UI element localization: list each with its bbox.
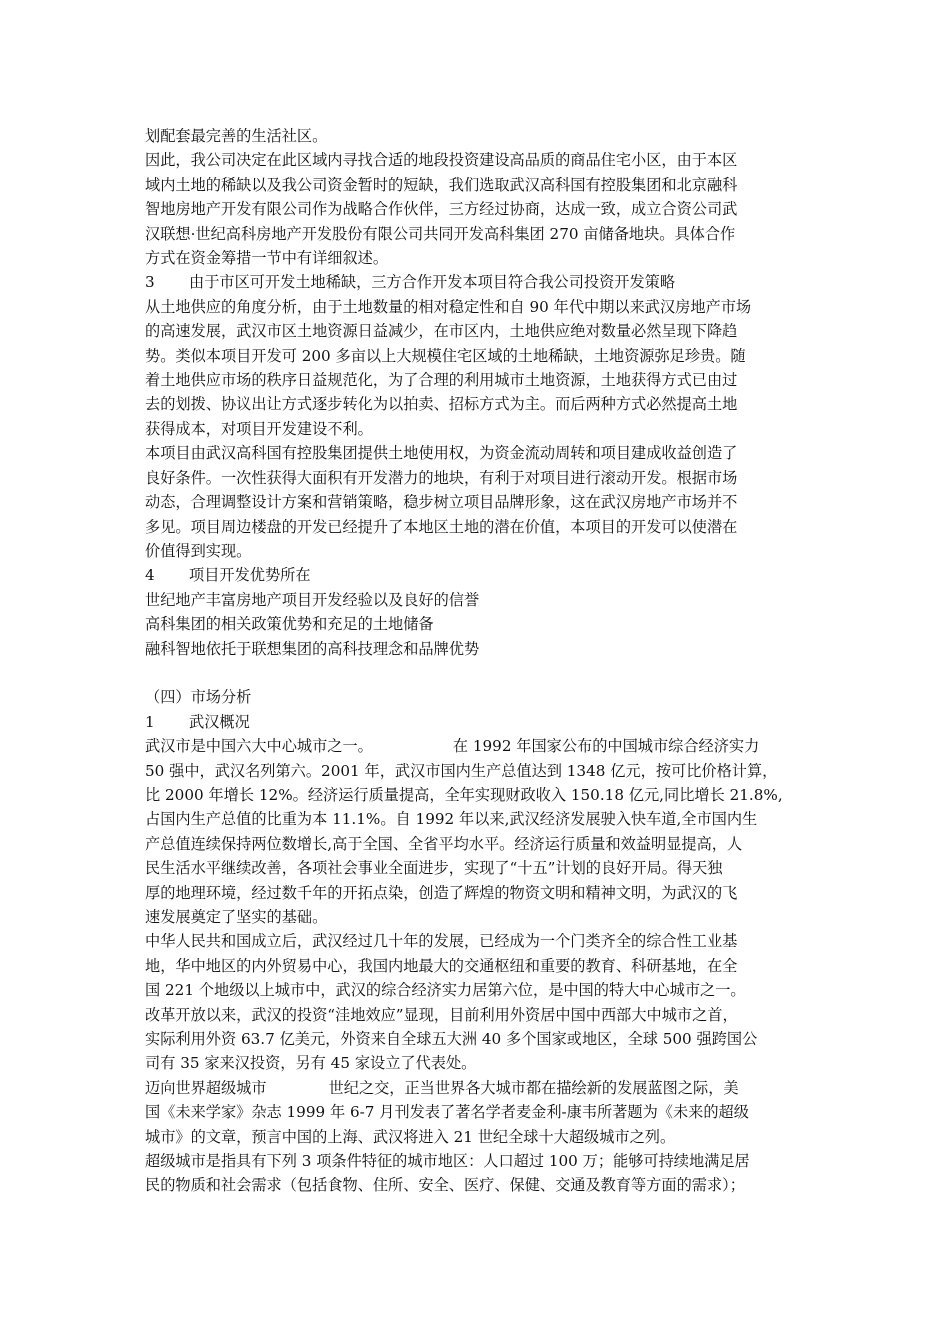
list-item: 世纪地产丰富房地产项目开发经验以及良好的信誉 (145, 590, 480, 609)
text-line: 产总值连续保持两位数增长,高于全国、全省平均水平。经济运行质量和效益明显提高，人 (145, 834, 743, 853)
text-line: 智地房地产开发有限公司作为战略合作伙伴，三方经过协商，达成一致，成立合资公司武 (145, 200, 738, 219)
section-number: 1 (145, 712, 155, 731)
text-line: 着土地供应市场的秩序日益规范化，为了合理的利用城市土地资源，土地获得方式已由过 (145, 371, 738, 390)
text-line: 50 强中，武汉名列第六。2001 年，武汉市国内生产总值达到 1348 亿元，按可比价格计算， (145, 761, 778, 780)
text-line: 占国内生产总值的比重为本 11.1%。自 1992 年以来,武汉经济发展驶入快车道,全市国内生 (145, 810, 758, 829)
text-line: 势。类似本项目开发可 200 多亩以上大规模住宅区域的土地稀缺，土地资源弥足珍贵。随 (145, 346, 746, 365)
list-item: 融科智地依托于联想集团的高科技理念和品牌优势 (145, 639, 480, 658)
section-heading-1 (145, 710, 813, 734)
text-line: 本项目由武汉高科国有控股集团提供土地使用权，为资金流动周转和项目建成收益创造了 (145, 444, 738, 463)
blank-line (145, 661, 813, 685)
text-line: 汉联想·世纪高科房地产开发股份有限公司共同开发高科集团 270 亩储备地块。具体合作 (145, 224, 736, 243)
text-line: 实际利用外资 63.7 亿美元，外资来自全球五大洲 40 多个国家或地区，全球 500 强跨国公 (145, 1030, 758, 1049)
text-segment: 武汉市是中国六大中心城市之一。 (145, 737, 373, 756)
text-line: 中华人民共和国成立后，武汉经过几十年的发展，已经成为一个门类齐全的综合性工业基 (145, 932, 738, 951)
text-line: 从土地供应的角度分析，由于土地数量的相对稳定性和自 90 年代中期以来武汉房地产市场 (145, 297, 752, 316)
text-line: 因此，我公司决定在此区域内寻找合适的地段投资建设高品质的商品住宅小区，由于本区 (145, 151, 738, 170)
text-line: 厚的地理环境，经过数千年的开拓点染，创造了辉煌的物资文明和精神文明，为武汉的飞 (145, 883, 738, 902)
text-line: 获得成本，对项目开发建设不利。 (145, 419, 373, 438)
section-number: 4 (145, 566, 155, 585)
text-line: 动态，合理调整设计方案和营销策略，稳步树立项目品牌形象，这在武汉房地产市场并不 (145, 493, 738, 512)
text-line: 域内土地的稀缺以及我公司资金暂时的短缺，我们选取武汉高科国有控股集团和北京融科 (145, 175, 738, 194)
text-segment: 在 1992 年国家公布的中国城市综合经济实力 (452, 737, 760, 756)
text-line: 速发展奠定了坚实的基础。 (145, 907, 328, 926)
text-line: 地，华中地区的内外贸易中心，我国内地最大的交通枢纽和重要的教育、科研基地，在全 (145, 956, 738, 975)
text-line: 国 221 个地级以上城市中，武汉的综合经济实力居第六位，是中国的特大中心城市之一。 (145, 981, 746, 1000)
section-heading-3 (145, 270, 813, 294)
text-line: 民的物质和社会需求（包括食物、住所、安全、医疗、保健、交通及教育等方面的需求）； (145, 1176, 745, 1195)
text-line: 司有 35 家来汉投资，另有 45 家设立了代表处。 (145, 1054, 477, 1073)
text-line: 改革开放以来，武汉的投资“洼地效应”显现，目前利用外资居中国中西部大中城市之首， (145, 1005, 738, 1024)
text-line (145, 734, 813, 758)
document-page (145, 124, 813, 1198)
text-segment: 迈向世界超级城市 (145, 1078, 267, 1097)
section-title: 项目开发优势所在 (189, 566, 311, 585)
section-heading-4 (145, 563, 813, 587)
text-line: 比 2000 年增长 12%。经济运行质量提高，全年实现财政收入 150.18 亿元,同比增长 21.8%, (145, 785, 783, 804)
text-line: 良好条件。一次性获得大面积有开发潜力的地块，有利于对项目进行滚动开发。根据市场 (145, 468, 738, 487)
text-line: 国《未来学家》杂志 1999 年 6-7 月刊发表了著名学者麦金利-康韦所著题为《未来的超级 (145, 1103, 749, 1122)
text-line: 超级城市是指具有下列 3 项条件特征的城市地区：人口超过 100 万；能够可持续地满足居 (145, 1152, 750, 1171)
text-line: 城市》的文章，预言中国的上海、武汉将进入 21 世纪全球十大超级城市之列。 (145, 1127, 676, 1146)
section-title: 由于市区可开发土地稀缺，三方合作开发本项目符合我公司投资开发策略 (189, 273, 675, 292)
text-line: 价值得到实现。 (145, 541, 252, 560)
chapter-heading: （四）市场分析 (145, 688, 252, 707)
text-line (145, 1076, 813, 1100)
text-line: 的高速发展，武汉市区土地资源日益减少，在市区内，土地供应绝对数量必然呈现下降趋 (145, 322, 738, 341)
text-line: 方式在资金筹措一节中有详细叙述。 (145, 249, 388, 268)
text-line: 去的划拨、协议出让方式逐步转化为以拍卖、招标方式为主。而后两种方式必然提高土地 (145, 395, 738, 414)
text-line: 民生活水平继续改善，各项社会事业全面进步，实现了“十五”计划的良好开局。得天独 (145, 859, 723, 878)
list-item: 高科集团的相关政策优势和充足的土地储备 (145, 615, 434, 634)
text-line: 多见。项目周边楼盘的开发已经提升了本地区土地的潜在价值，本项目的开发可以使潜在 (145, 517, 738, 536)
text-segment: 世纪之交，正当世界各大城市都在描绘新的发展蓝图之际，美 (328, 1078, 739, 1097)
section-number: 3 (145, 273, 155, 292)
section-title: 武汉概况 (189, 712, 250, 731)
text-line: 划配套最完善的生活社区。 (145, 127, 328, 145)
